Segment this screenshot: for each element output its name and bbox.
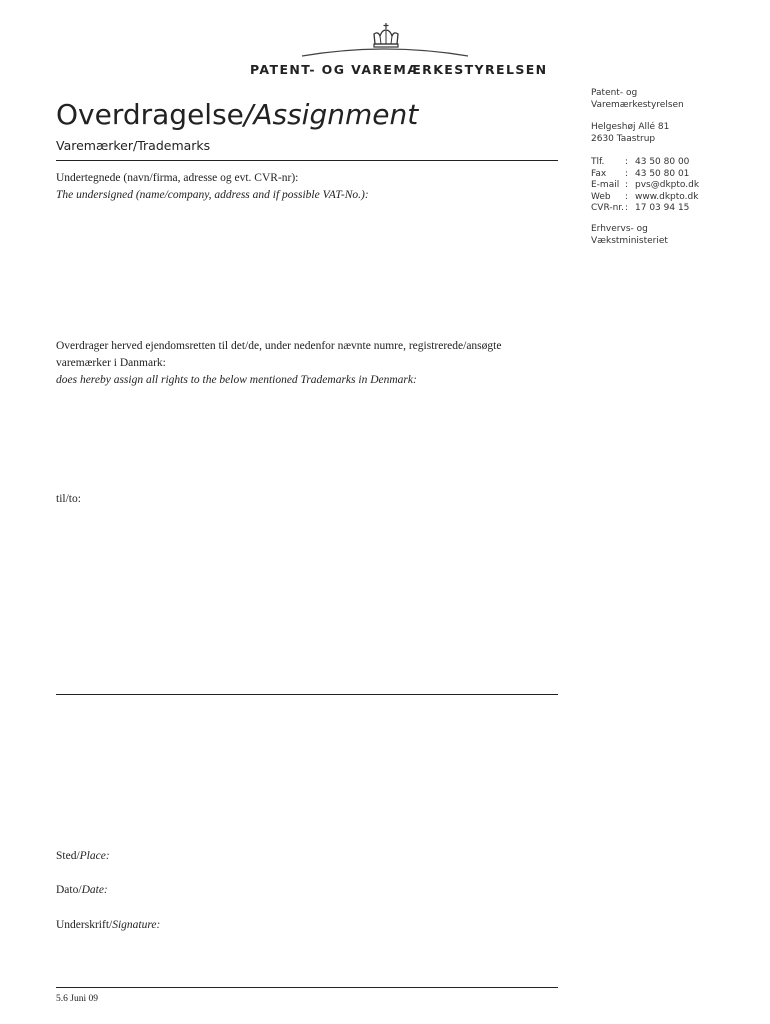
assignment-danish-line-1: Overdrager herved ejendomsretten til det/de, under nedenfor nævnte numre, registrerede/ansøgte xyxy=(56,340,502,352)
undersigned-label-danish: Undertegnede (navn/firma, adresse og evt. CVR-nr): xyxy=(56,172,299,184)
address-line: 2630 Taastrup xyxy=(591,133,656,144)
place-label: Sted/Place: xyxy=(56,850,110,862)
page-subtitle: Varemærker/Trademarks xyxy=(56,138,211,153)
org-line: Varemærkestyrelsen xyxy=(591,99,684,110)
title-danish: Overdragelse xyxy=(56,98,244,131)
footer-divider xyxy=(56,987,558,988)
logo-wordmark: PATENT- OG VAREMÆRKESTYRELSEN xyxy=(250,62,548,77)
assignment-statement xyxy=(56,338,501,389)
contact-fax: Fax : 43 50 80 01 xyxy=(591,168,690,179)
header-divider xyxy=(56,160,558,161)
section-divider xyxy=(56,694,558,695)
place-field[interactable] xyxy=(112,848,552,866)
title-separator: / xyxy=(243,98,254,131)
form-version: 5.6 Juni 09 xyxy=(56,994,98,1004)
sidebar-ministry xyxy=(591,224,668,247)
date-field[interactable] xyxy=(112,882,552,900)
logo-swoosh-decoration xyxy=(300,44,470,58)
org-line: Patent- og xyxy=(591,88,638,98)
contact-cvr: CVR-nr. : 17 03 94 15 xyxy=(591,203,690,213)
page-title xyxy=(56,98,418,131)
assignment-english: does hereby assign all rights to the below mentioned Trademarks in Denmark: xyxy=(56,374,417,386)
assignment-danish-line-2: varemærker i Danmark: xyxy=(56,357,166,369)
assignee-label: til/to: xyxy=(56,493,81,505)
sidebar-address xyxy=(591,122,669,145)
undersigned-label xyxy=(56,170,369,204)
title-english: Assignment xyxy=(253,98,419,131)
sidebar-org xyxy=(591,88,684,111)
ministry-line: Erhvervs- og xyxy=(591,224,648,234)
undersigned-field[interactable] xyxy=(56,210,558,330)
address-line: Helgeshøj Allé 81 xyxy=(591,122,670,132)
undersigned-label-english: The undersigned (name/company, address and if possible VAT-No.): xyxy=(56,189,369,201)
signature-label: Underskrift/Signature: xyxy=(56,919,161,931)
ministry-line: Vækstministeriet xyxy=(591,235,668,246)
trademark-numbers-field[interactable] xyxy=(56,395,558,485)
date-label: Dato/Date: xyxy=(56,884,108,896)
contact-email[interactable]: E-mail : pvs@dkpto.dk xyxy=(591,180,700,190)
contact-phone: Tlf. : 43 50 80 00 xyxy=(591,157,690,167)
signature-field[interactable] xyxy=(165,917,555,957)
sidebar-contacts xyxy=(591,157,699,215)
assignee-field[interactable] xyxy=(56,512,558,687)
contact-web[interactable]: Web : www.dkpto.dk xyxy=(591,191,699,202)
